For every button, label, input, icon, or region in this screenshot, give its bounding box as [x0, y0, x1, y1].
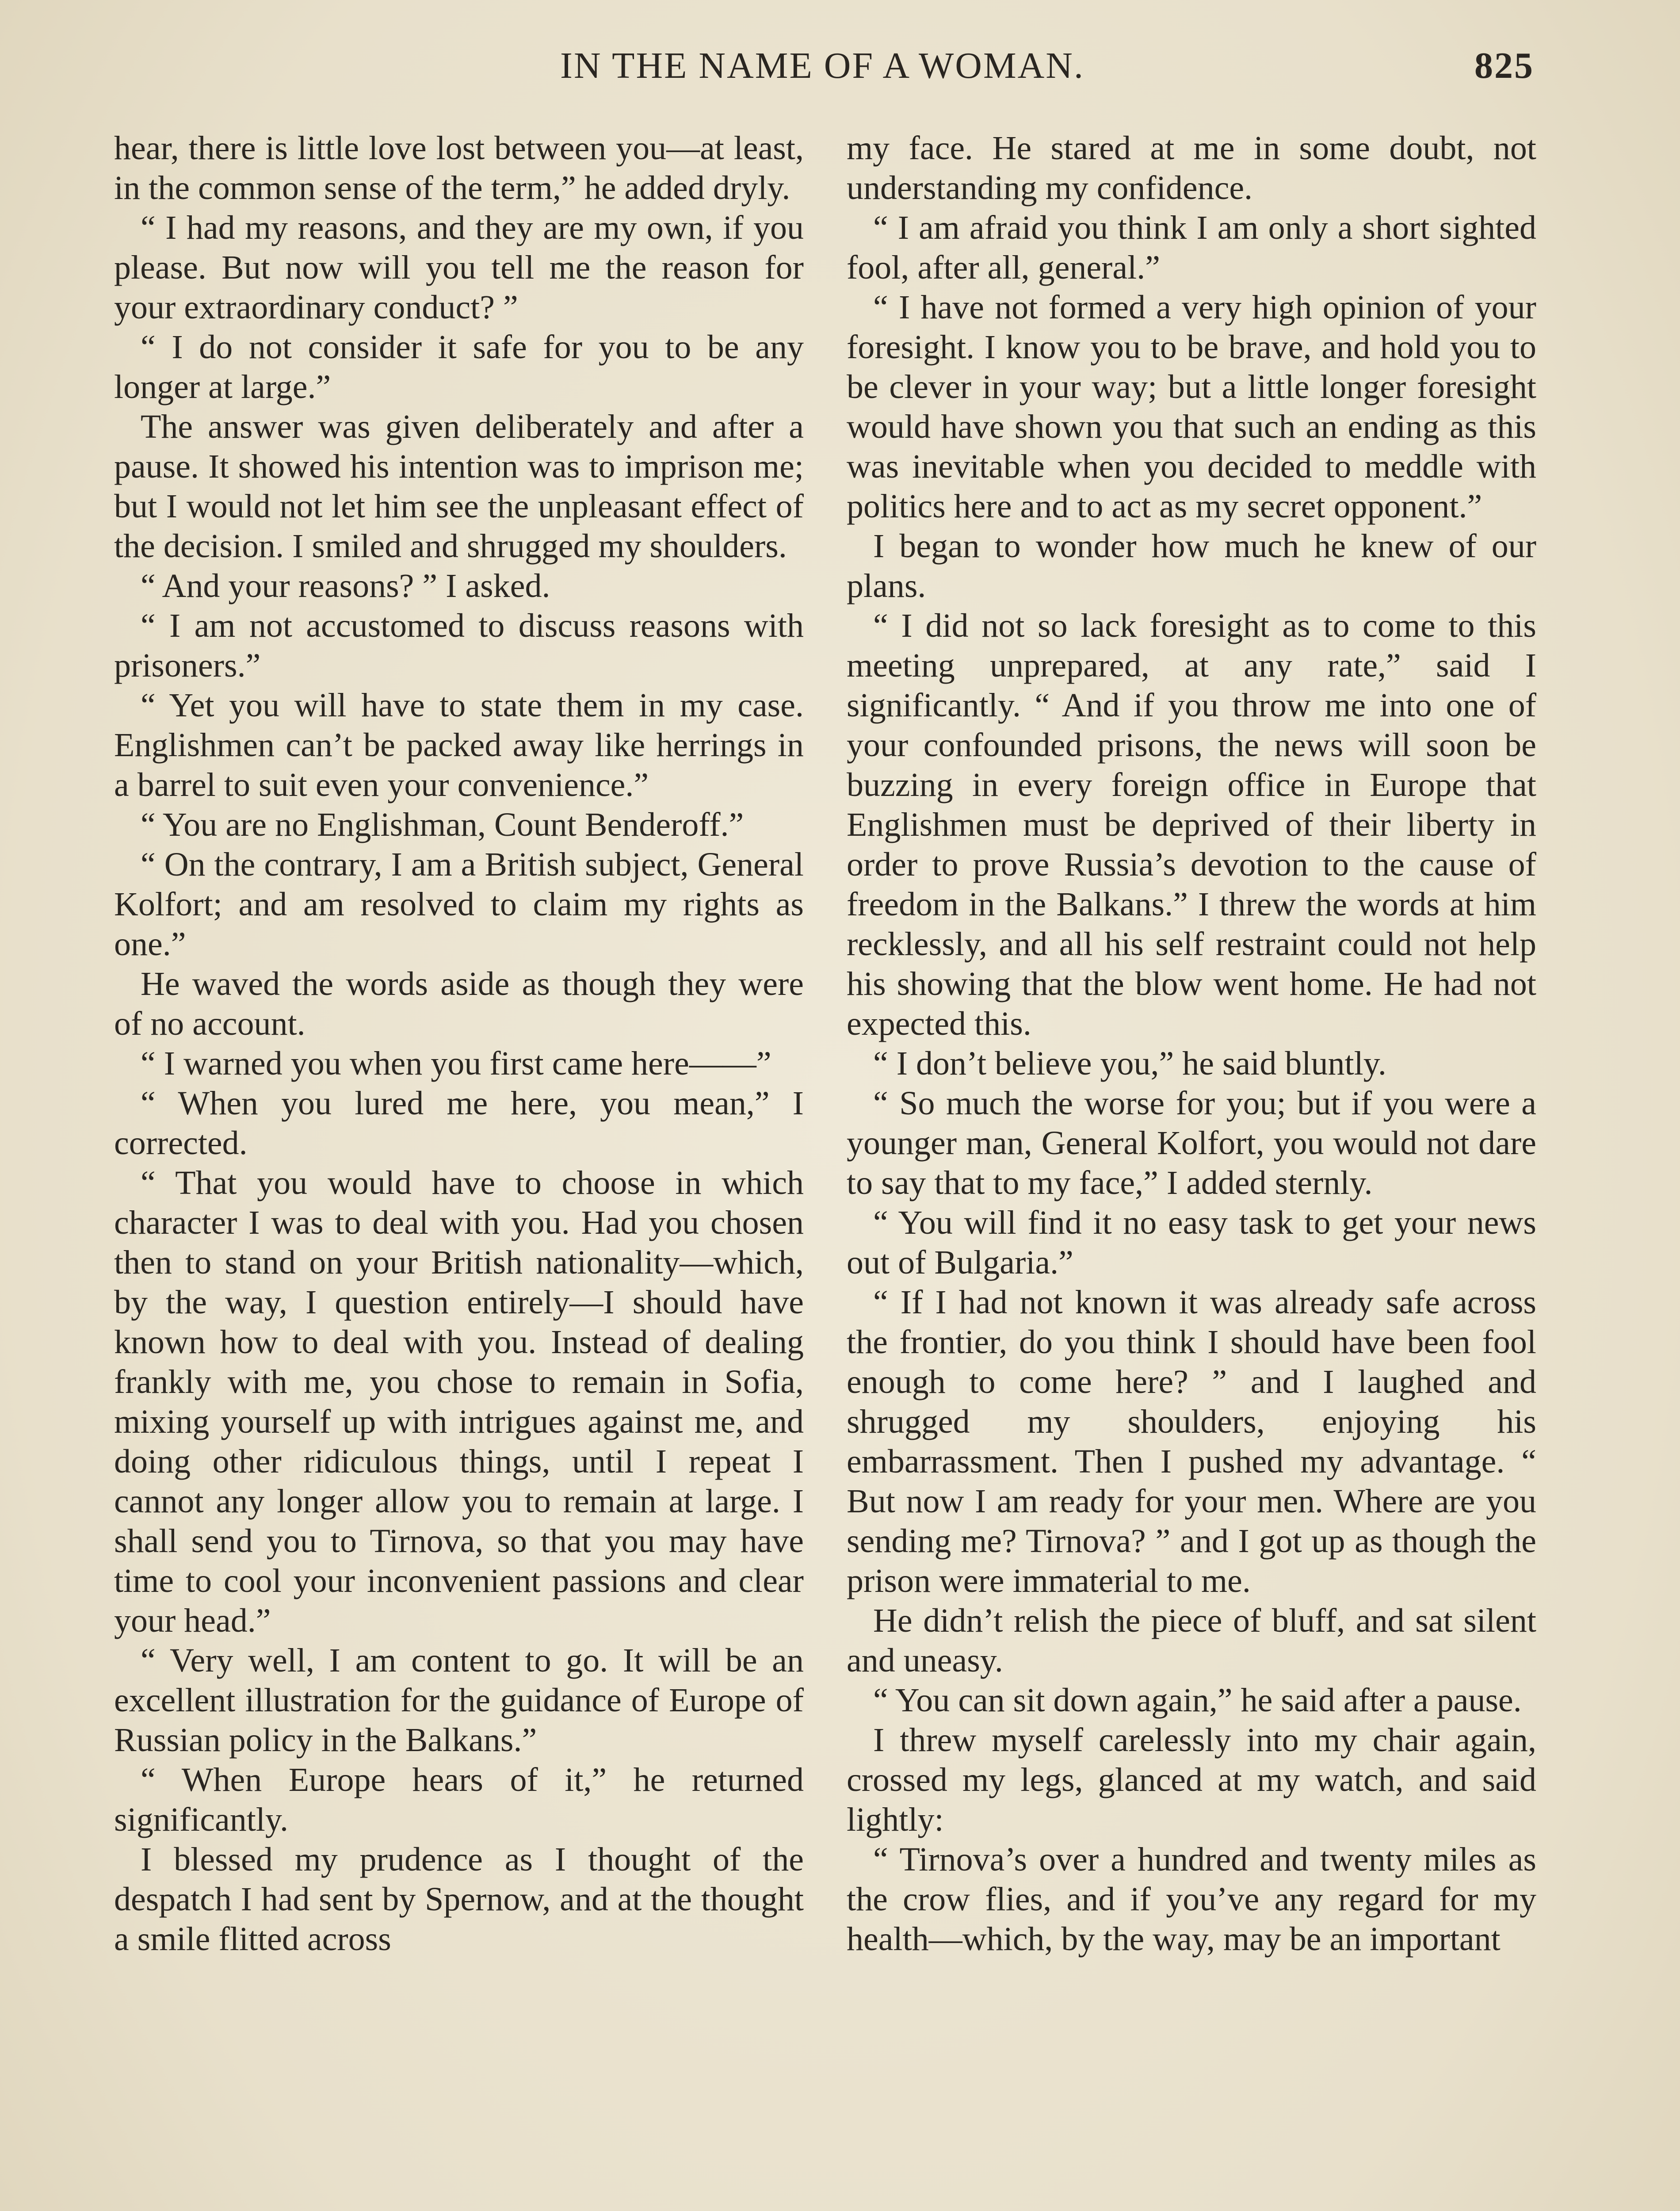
paragraph: “ I have not formed a very high opinion of your foresight. I know you to be brave, and hold you to be clever in your way; but a little longer foresight would have shown you that such an ending as this was inevitable when you decided to meddle with politics here and to act as my secret opponent.”	[847, 289, 1536, 525]
paragraph: “ I had my reasons, and they are my own, if you please. But now will you tell me the reason for your extraordinary conduct? ”	[114, 209, 804, 326]
paragraph: “ You are no Englishman, Count Benderoff.”	[141, 806, 744, 843]
paragraph: I blessed my prudence as I thought of the despatch I had sent by Spernow, and at the thought a smile flitted across	[114, 1841, 804, 1958]
paragraph: hear, there is little love lost between you—at least, in the common sense of the term,” he added dryly.	[114, 130, 804, 207]
paragraph: He didn’t relish the piece of bluff, and sat silent and uneasy.	[847, 1602, 1536, 1679]
paragraph: “ So much the worse for you; but if you were a younger man, General Kolfort, you would not dare to say that to my face,” I added sternly.	[847, 1085, 1536, 1201]
paragraph: “ I did not so lack foresight as to come to this meeting unprepared, at any rate,” said I significantly. “ And if you throw me into one of your confounded prisons, the news will soon be buzzing in every foreign office in Europe that Englishmen must be deprived of their liberty in order to prove Russia’s devotion to the cause of freedom in the Balkans.” I threw the words at him recklessly, and all his self restraint could not help his showing that the blow went home. He had not expected this.	[847, 607, 1536, 1042]
paragraph: “ You will find it no easy task to get your news out of Bulgaria.”	[847, 1204, 1536, 1281]
paragraph: “ I don’t believe you,” he said bluntly.	[873, 1045, 1386, 1082]
paragraph: “ Very well, I am content to go. It will be an excellent illustration for the guidance of Europe of Russian policy in the Balkans.”	[114, 1642, 804, 1759]
paragraph: “ I am not accustomed to discuss reasons with prisoners.”	[114, 607, 804, 684]
paragraph: “ When you lured me here, you mean,” I corrected.	[114, 1085, 804, 1162]
paragraph: He waved the words aside as though they were of no account.	[114, 965, 804, 1042]
paragraph: “ I warned you when you first came here——”	[141, 1045, 771, 1082]
left-column	[114, 128, 804, 1959]
page-number: 825	[1474, 45, 1534, 86]
paragraph: “ Tirnova’s over a hundred and twenty miles as the crow flies, and if you’ve any regard for my health—which, by the way, may be an important	[847, 1841, 1536, 1958]
paragraph: “ Yet you will have to state them in my case. Englishmen can’t be packed away like herrings in a barrel to suit even your convenience.”	[114, 687, 804, 803]
paragraph: The answer was given deliberately and after a pause. It showed his intention was to imprison me; but I would not let him see the unpleasant effect of the decision. I smiled and shrugged my shoulders.	[114, 408, 804, 565]
paragraph: my face. He stared at me in some doubt, not understanding my confidence.	[847, 130, 1536, 207]
paragraph: “ I am afraid you think I am only a short sighted fool, after all, general.”	[847, 209, 1536, 286]
right-column	[847, 128, 1536, 1959]
paragraph: “ And your reasons? ” I asked.	[141, 567, 550, 604]
paragraph: “ I do not consider it safe for you to be any longer at large.”	[114, 329, 804, 405]
paragraph: “ When Europe hears of it,” he returned significantly.	[114, 1761, 804, 1838]
paragraph: “ That you would have to choose in which character I was to deal with you. Had you chosen then to stand on your British nationality—which, by the way, I question entirely—I should have known how to deal with you. Instead of dealing frankly with me, you chose to remain in Sofia, mixing yourself up with intrigues against me, and doing other ridiculous things, until I repeat I cannot any longer allow you to remain at large. I shall send you to Tirnova, so that you may have time to cool your inconvenient passions and clear your head.”	[114, 1164, 804, 1639]
paragraph: I began to wonder how much he knew of our plans.	[847, 528, 1536, 604]
page-header	[111, 44, 1534, 97]
paragraph: “ On the contrary, I am a British subject, General Kolfort; and am resolved to claim my rights as one.”	[114, 846, 804, 963]
paragraph: “ If I had not known it was already safe across the frontier, do you think I should have been fool enough to come here? ” and I laughed and shrugged my shoulders, enjoying his embarrassment. Then I pushed my advantage. “ But now I am ready for your men. Where are you sending me? Tirnova? ” and I got up as though the prison were immaterial to me.	[847, 1284, 1536, 1599]
running-head: IN THE NAME OF A WOMAN.	[560, 45, 1084, 86]
paragraph: “ You can sit down again,” he said after a pause.	[873, 1682, 1522, 1719]
paragraph: I threw myself carelessly into my chair again, crossed my legs, glanced at my watch, and said lightly:	[847, 1721, 1536, 1838]
